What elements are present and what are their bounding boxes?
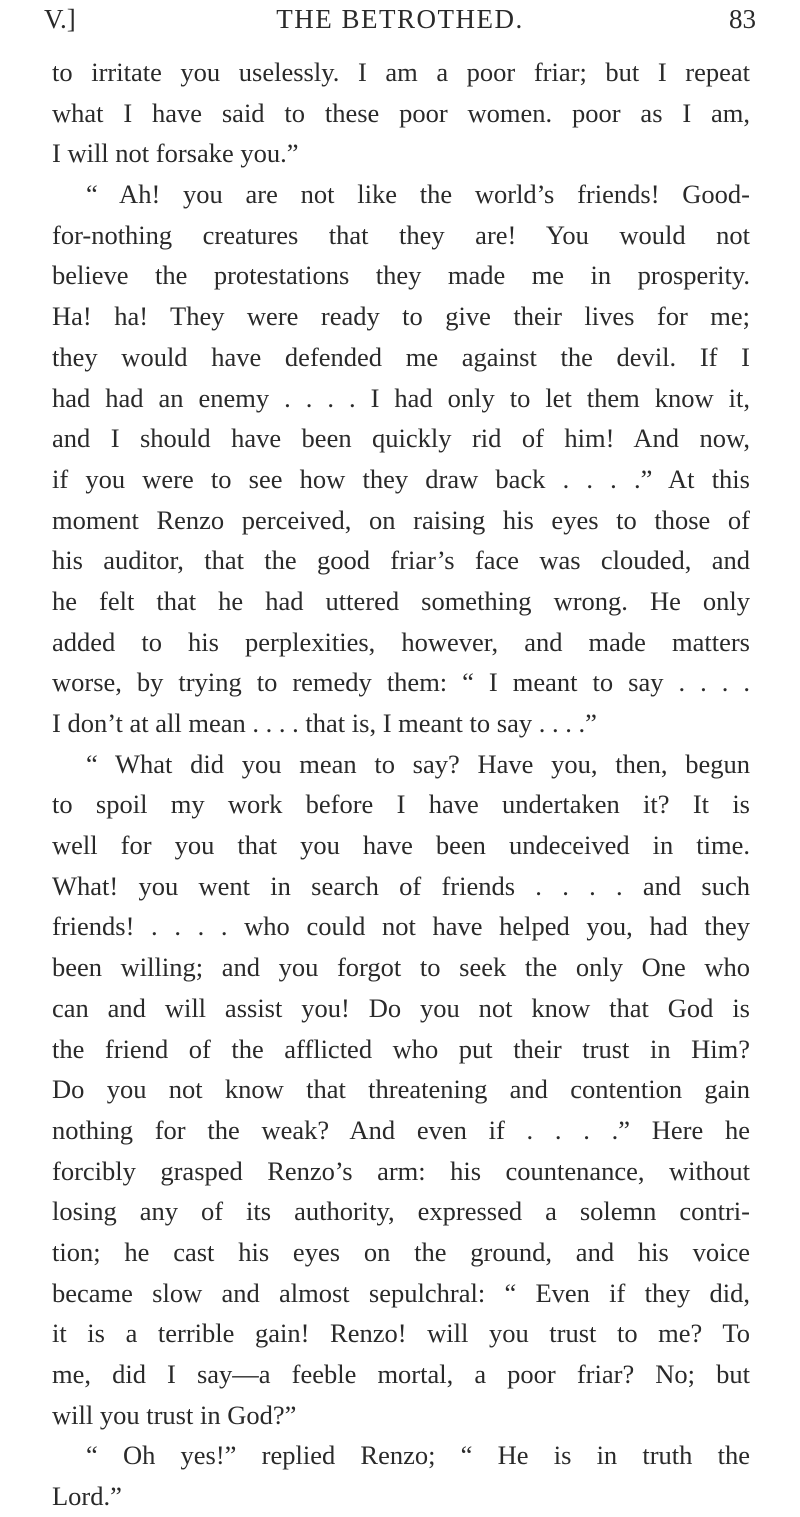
text-line: tion; he cast his eyes on the ground, and his voice — [52, 1236, 750, 1267]
text-line: and I should have been quickly rid of him! And now, — [52, 423, 750, 454]
running-header — [44, 4, 756, 44]
text-line: moment Renzo perceived, on raising his eyes to those of — [52, 504, 750, 535]
text-line: “ What did you mean to say? Have you, then, begun — [86, 748, 750, 779]
text-line: he felt that he had uttered something wrong. He only — [52, 585, 750, 616]
running-title: THE BETROTHED. — [276, 4, 524, 34]
text-line: Lord.” — [52, 1481, 122, 1512]
text-line: forcibly grasped Renzo’s arm: his countenance, without — [52, 1155, 750, 1186]
text-line: “ Oh yes!” replied Renzo; “ He is in truth the — [86, 1440, 750, 1471]
text-line: what I have said to these poor women. poor as I am, — [52, 97, 750, 128]
body-text — [52, 52, 750, 1517]
text-line: will you trust in God?” — [52, 1399, 297, 1430]
text-line: been willing; and you forgot to seek the only One who — [52, 952, 750, 983]
text-line: they would have defended me against the devil. If I — [52, 341, 750, 372]
text-line: his auditor, that the good friar’s face was clouded, and — [52, 545, 750, 576]
text-line: worse, by trying to remedy them: “ I meant to say . . . . — [52, 667, 750, 698]
text-line: friends! . . . . who could not have helped you, had they — [52, 911, 750, 942]
text-line: losing any of its authority, expressed a solemn contri- — [52, 1196, 750, 1227]
text-line: added to his perplexities, however, and made matters — [52, 626, 750, 657]
text-line: believe the protestations they made me in prosperity. — [52, 260, 750, 291]
text-line: can and will assist you! Do you not know that God is — [52, 992, 750, 1023]
text-line: for-nothing creatures that they are! You would not — [52, 219, 750, 250]
text-line: had had an enemy . . . . I had only to let them know it, — [52, 382, 750, 413]
text-line: became slow and almost sepulchral: “ Even if they did, — [52, 1277, 750, 1308]
text-line: to spoil my work before I have undertaken it? It is — [52, 789, 750, 820]
text-line: well for you that you have been undeceived in time. — [52, 830, 750, 861]
text-line: it is a terrible gain! Renzo! will you trust to me? To — [52, 1318, 750, 1349]
text-line: Ha! ha! They were ready to give their lives for me; — [52, 301, 750, 332]
chapter-marker: V.] — [44, 4, 76, 34]
text-line: I will not forsake you.” — [52, 138, 299, 169]
text-line: I don’t at all mean . . . . that is, I meant to say . . . .” — [52, 708, 597, 738]
text-line: Do you not know that threatening and contention gain — [52, 1074, 750, 1105]
text-line: What! you went in search of friends . . . . and such — [52, 870, 750, 901]
text-line: to irritate you uselessly. I am a poor friar; but I repeat — [52, 57, 750, 87]
text-line: “ Ah! you are not like the world’s friends! Good- — [86, 179, 750, 210]
text-line: if you were to see how they draw back . . . .” At this — [52, 463, 750, 494]
text-line: nothing for the weak? And even if . . . .” Here he — [52, 1114, 750, 1145]
page-number: 83 — [729, 4, 756, 34]
text-line: me, did I say—a feeble mortal, a poor friar? No; but — [52, 1359, 750, 1389]
text-line: the friend of the afflicted who put their trust in Him? — [52, 1033, 750, 1064]
